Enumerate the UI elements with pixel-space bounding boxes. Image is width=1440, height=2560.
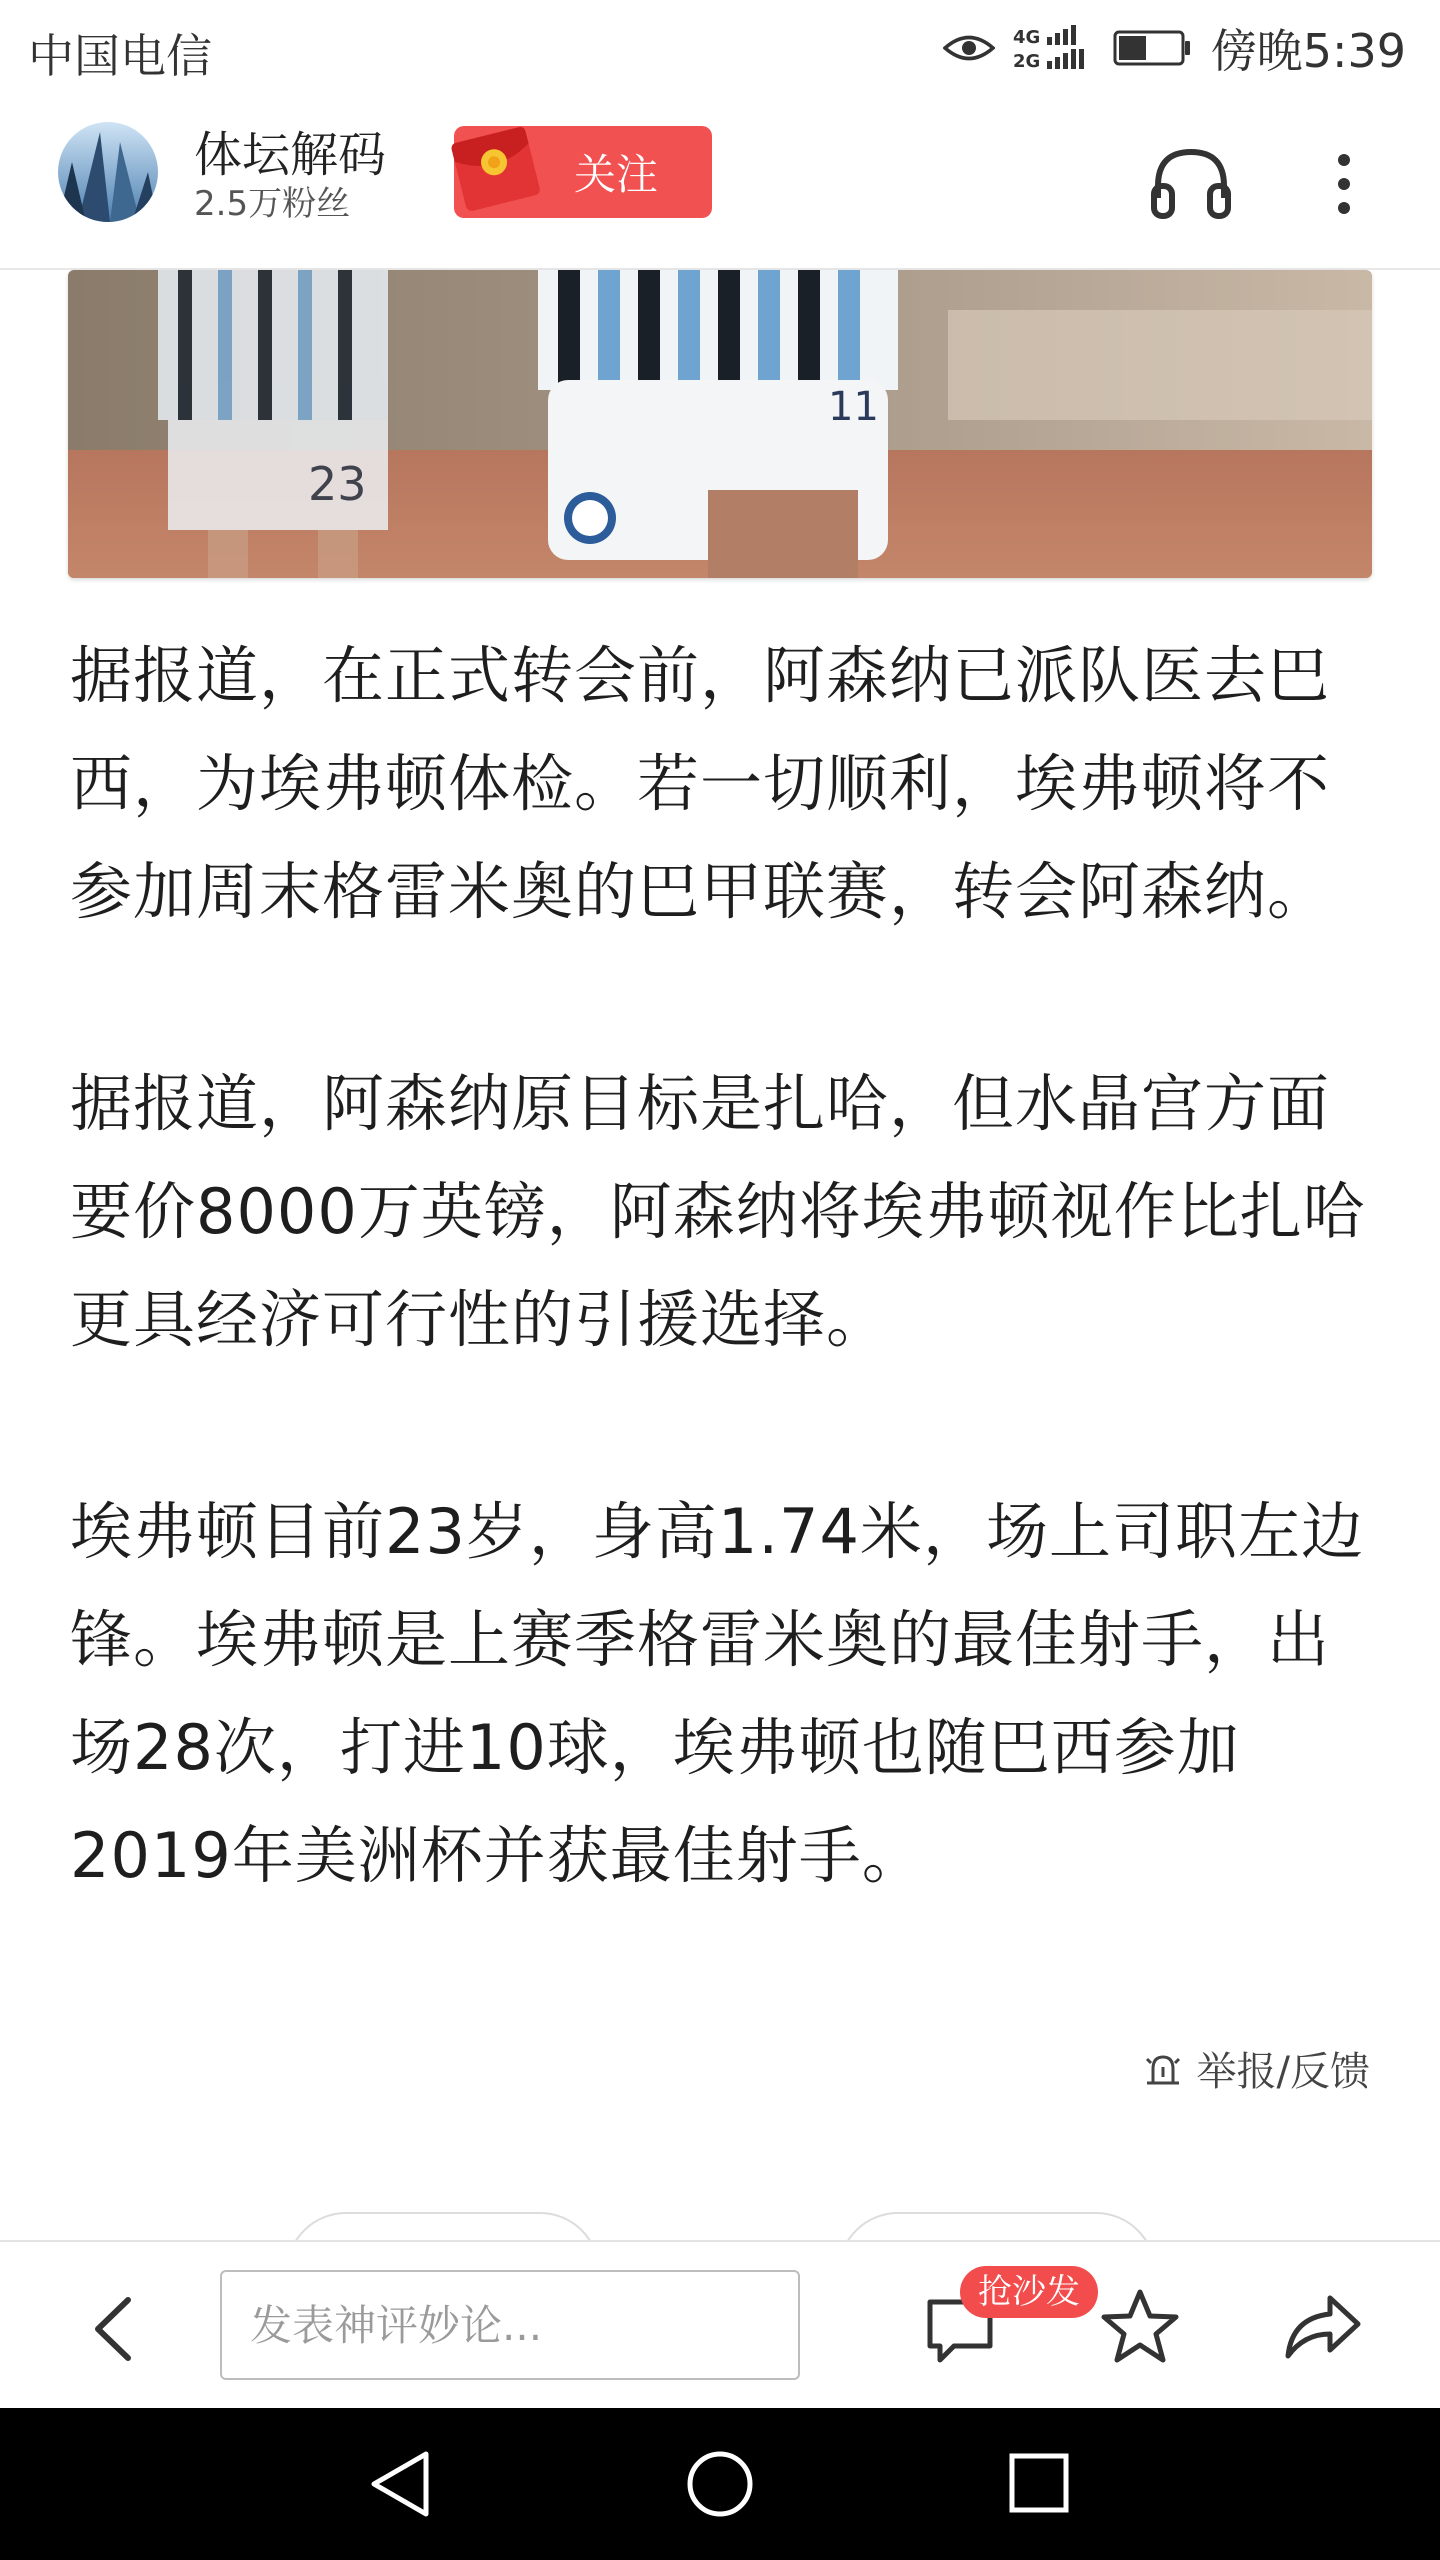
article-photo[interactable] — [68, 270, 1372, 578]
avatar-image — [58, 122, 158, 222]
article-header — [0, 98, 1440, 270]
article-paragraph: 埃弗顿目前23岁，身高1.74米，场上司职左边锋。埃弗顿是上赛季格雷米奥的最佳射手，出场28次，打进10球，埃弗顿也随巴西参加2019年美洲杯并获最佳射手。 — [70, 1495, 1364, 1892]
nav-recent-icon[interactable] — [1006, 2450, 1072, 2516]
svg-text:11: 11 — [828, 384, 879, 430]
status-bar — [0, 0, 1440, 98]
bottom-action-bar — [0, 2240, 1440, 2410]
status-icons — [943, 18, 1406, 78]
nav-back-icon[interactable] — [366, 2448, 436, 2520]
share-icon[interactable] — [1282, 2290, 1362, 2362]
signal-icon — [1013, 23, 1095, 73]
author-fans-count: 2.5万粉丝 — [194, 184, 351, 224]
article-paragraph: 据报道，在正式转会前，阿森纳已派队医去巴西，为埃弗顿体检。若一切顺利，埃弗顿将不参加周末格雷米奥的巴甲联赛，转会阿森纳。 — [70, 639, 1331, 928]
article-body — [70, 622, 1370, 2014]
sofa-badge[interactable]: 抢沙发 — [960, 2266, 1098, 2318]
report-feedback-link[interactable] — [1143, 2040, 1370, 2097]
eye-icon — [943, 33, 995, 63]
svg-text:2G: 2G — [1012, 51, 1040, 72]
headphone-icon[interactable] — [1150, 146, 1232, 220]
carrier-label: 中国电信 — [28, 29, 212, 83]
clock: 傍晚5:39 — [1210, 24, 1406, 78]
svg-text:4G: 4G — [1012, 27, 1040, 48]
svg-text:23: 23 — [308, 457, 367, 511]
more-icon[interactable] — [1332, 152, 1356, 216]
author-avatar[interactable] — [58, 122, 158, 222]
article-paragraph: 据报道，阿森纳原目标是扎哈，但水晶宫方面要价8000万英镑，阿森纳将埃弗顿视作比扎哈更具经济可行性的引援选择。 — [70, 1067, 1366, 1356]
back-icon[interactable] — [88, 2294, 138, 2364]
comment-input[interactable] — [220, 2270, 800, 2380]
system-nav-bar — [0, 2408, 1440, 2560]
follow-label: 关注 — [573, 150, 658, 199]
author-name[interactable]: 体坛解码 — [194, 127, 387, 183]
red-packet-icon — [444, 120, 548, 220]
star-icon[interactable] — [1100, 2286, 1180, 2366]
report-label: 举报/反馈 — [1196, 2049, 1370, 2095]
nav-home-icon[interactable] — [684, 2448, 756, 2520]
report-icon — [1143, 2049, 1183, 2089]
battery-icon — [1113, 28, 1193, 68]
photo-football-players — [68, 270, 1372, 578]
